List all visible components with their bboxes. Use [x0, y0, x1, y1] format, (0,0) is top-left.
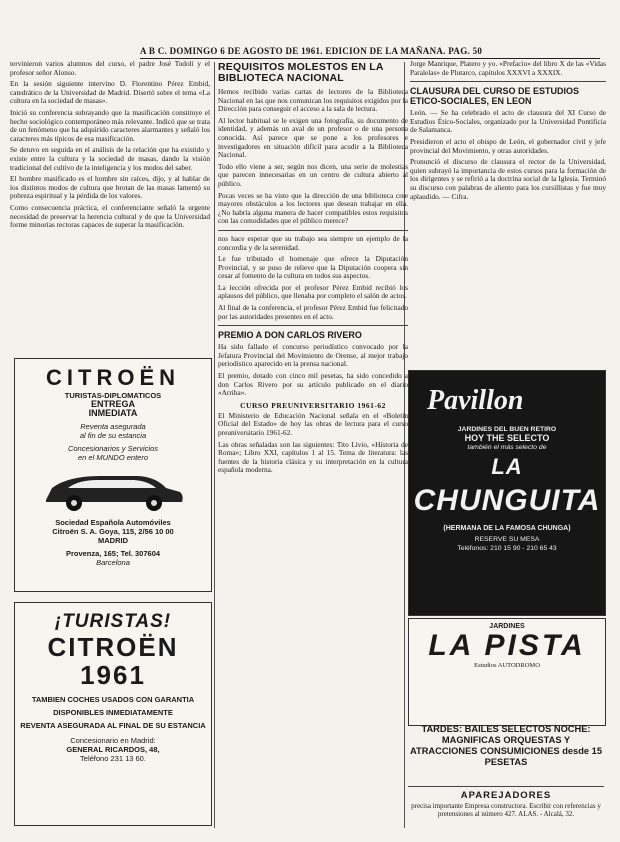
- article-paragraph: Se detuvo en seguida en el análisis de la relación que ha existido y existe entre la cultura y la sociedad de masas, dando la visión tradicional del cultivo de la inteligencia y los modos del saber.: [10, 145, 210, 172]
- header-rule: [140, 58, 600, 59]
- section-separator: [410, 81, 606, 82]
- aparejadores-classified: [408, 786, 604, 837]
- article-paragraph: Las obras señaladas son las siguientes: Tito Livio, «Historia de Roma»; Libro XXI, capítulos 1 al 15. Tema de literatura: las fuentes de la historia clásica y su interpretación en la cultura española moderna.: [218, 439, 408, 475]
- article-paragraph: Presidieron el acto el obispo de León, el gobernador civil y jefe provincial del Movimiento, y otras autoridades.: [410, 136, 606, 155]
- ad-line: ENTREGA: [90, 399, 135, 409]
- ad-line: GENERAL RICARDOS, 48,: [66, 745, 160, 754]
- ad-line: JARDINES DEL BUEN RETIRO: [457, 426, 557, 433]
- citroen-advertisement: [14, 358, 212, 592]
- article-paragraph: Jorge Manrique, Platero y yo. «Prefacio» del libro X de las «Vidas Paralelas» de Plutarco, capítulos XXXVI a XXXIX.: [410, 60, 606, 77]
- pavillon-logo: Pavillon: [427, 385, 524, 416]
- column-3: [410, 60, 606, 366]
- ad-line: MADRID: [98, 536, 128, 545]
- ad-line: Estudios AUTODROMO: [474, 662, 540, 669]
- ad-line: también el más selecto de: [467, 444, 547, 451]
- ad-line: Sociedad Española Automóviles: [55, 518, 171, 527]
- article-paragraph: tervinieron varios alumnos del curso, el padre José Todolí y el profesor señor Alonso.: [10, 60, 210, 77]
- turistas-citroen-advertisement: [14, 602, 212, 826]
- article-paragraph: El premio, dotado con cinco mil pesetas, ha sido concedido a don Carlos Rivero por su artículo publicado en el diario «Arriba».: [218, 371, 408, 398]
- ad-line: Barcelona: [96, 558, 130, 567]
- article-paragraph: Inició su conferencia subrayando que la masificación constituye el hecho sociológico contemporáneo más relevante. Indicó que se trata de un fenómeno que ha adquirido caracteres alarmantes y señaló los caracteres más típicos de esa masificación.: [10, 107, 210, 143]
- classified-title: APAREJADORES: [460, 790, 552, 801]
- ad-line: HOY THE SELECTO: [464, 433, 550, 443]
- ad-line: Concesionario en Madrid:: [70, 736, 156, 745]
- ad-line: Citroën S. A. Goya, 115, 2/56 10 00: [52, 527, 174, 536]
- ad-line: JARDINES: [489, 623, 525, 630]
- article-paragraph: Ha sido fallado el concurso periodístico convocado por la Jefatura Provincial del Movimiento de Orense, al mejor trabajo periodístico aparecido en la prensa nacional.: [218, 342, 408, 369]
- article-paragraph: Al lector habitual se le exigen una fotografía, su documento de identidad, y además un aval de un profesor o de una persona conocida. Así parece que se pone a los profesores e investigadores en situación difícil para acudir a la Biblioteca Nacional.: [218, 115, 408, 160]
- section-separator: [218, 230, 408, 231]
- ad-line: en el MUNDO entero: [77, 453, 149, 462]
- article-paragraph: El Ministerio de Educación Nacional señala en el «Boletín Oficial del Estado» de hoy las obras de lectura para el curso preuniversitario 1961-62.: [218, 410, 408, 437]
- ad-headline: CHUNGUITA: [413, 484, 601, 517]
- article-paragraph: Como consecuencia práctica, el conferenciante señaló la urgente necesidad de preservar la herencia cultural y de que la Universidad forme minorías rectoras capaces de superar la masificación.: [10, 202, 210, 230]
- pavillon-advertisement: [408, 370, 606, 616]
- ad-line: TURISTAS-DIPLOMATICOS: [64, 391, 162, 400]
- ad-line: RESERVE SU MESA: [474, 536, 540, 543]
- la-pista-logo: LA PISTA: [428, 629, 586, 662]
- subheading-curso: CURSO PREUNIVERSITARIO 1961-62: [240, 400, 386, 410]
- ad-line: al fin de su estancia: [79, 431, 147, 440]
- ad-line: Teléfonos: 210 15 90 - 210 65 43: [457, 545, 557, 552]
- headline-premio: PREMIO A DON CARLOS RIVERO: [218, 330, 362, 341]
- article-paragraph: nos hace esperar que su trabajo sea siempre un ejemplo de la concordia y de la serenidad.: [218, 233, 408, 252]
- ad-line: Provenza, 165; Tel. 307604: [65, 549, 161, 558]
- ad-line: Concesionarios y Servicios: [67, 444, 159, 453]
- ad-line: (HERMANA DE LA FAMOSA CHUNGA): [443, 525, 571, 532]
- headline-biblioteca: REQUISITOS MOLESTOS EN LA BIBLIOTECA NACIONAL: [218, 61, 384, 84]
- ad-line: TAMBIEN COCHES USADOS CON GARANTIA: [31, 695, 195, 704]
- article-paragraph: La lección ofrecida por el profesor Pérez Embid recibió los aplausos del público, que llenaba por completo el salón de actos.: [218, 282, 408, 301]
- article-paragraph: Hemos recibido varias cartas de lectores de la Biblioteca Nacional en las que nos comunican los requisitos exigidos por la Dirección para conseguir el acceso a la sala de lectura.: [218, 87, 408, 114]
- article-paragraph: Al final de la conferencia, el profesor Pérez Embid fue felicitado por las autoridades presentes en el acto.: [218, 303, 408, 321]
- column-2: [218, 60, 408, 830]
- ad-line: Teléfono 231 13 60.: [80, 754, 146, 763]
- ad-line: Reventa asegurada: [80, 422, 146, 431]
- article-paragraph: Todo ello viene a ser, según nos dicen, una serie de molestias que parecen innecesarias en un centro de cultura abierto al público.: [218, 161, 408, 188]
- article-paragraph: Le fue tributado el homenaje que ofrece la Diputación Provincial, y se puso de relieve que la Diputación coopera sin cesar al fomento de la cultura en todos sus aspectos.: [218, 254, 408, 281]
- citroen-brand: CITROËN: [46, 365, 180, 390]
- article-paragraph: El hombre masificado es el hombre sin raíces, dijo, y al hablar de los distintos modos de cultura que brotan de las masas lamentó su pobreza espiritual y la pérdida de los valores.: [10, 174, 210, 201]
- article-paragraph: Pocas veces se ha visto que la dirección de una biblioteca cree mayores obstáculos a los lectores que desean trabajar en ella. ¿No habría alguna manera de hacer compatibles estos requisitos con las comodidades que el público merece?: [218, 190, 408, 226]
- article-paragraph: En la sesión siguiente intervino D. Florentino Pérez Embid, catedrático de la Universidad de Madrid. Disertó sobre el tema «La cultura en la sociedad de masas».: [10, 79, 210, 106]
- ad-text: TARDES: BAILES SELECTOS NOCHE: MAGNIFICAS ORQUESTAS Y ATRACCIONES CONSUMICIONES desde 15 PESETAS: [410, 724, 602, 767]
- section-separator: [218, 325, 408, 326]
- ad-headline: ¡TURISTAS!: [54, 611, 172, 632]
- ad-line: REVENTA ASEGURADA AL FINAL DE SU ESTANCIA: [20, 721, 206, 730]
- column-divider: [214, 62, 215, 828]
- page-header: A B C. DOMINGO 6 DE AGOSTO DE 1961. EDICION DE LA MAÑANA. PAG. 50: [140, 46, 483, 56]
- la-pista-advertisement: [408, 618, 606, 726]
- headline-clausura: CLAUSURA DEL CURSO DE ESTUDIOS ETICO-SOCIALES, EN LEON: [410, 86, 580, 107]
- article-paragraph: Pronunció el discurso de clausura el rector de la Universidad, quien subrayó la importancia de estos cursos para la formación de los dirigentes y se refirió a la doctrina social de la Iglesia. Terminó su discurso con palabras de aliento para los cursillistas y fue muy aplaudido. — Cifra.: [410, 157, 606, 201]
- car-illustration-icon: [38, 466, 188, 514]
- ad-headline: CITROËN 1961: [47, 632, 179, 690]
- classified-text: precisa importante Empresa constructora. Escribir con referencias y pretensiones al número 427. ALAS. - Alcalá, 32.: [411, 802, 601, 818]
- ad-line: INMEDIATA: [88, 408, 138, 418]
- article-paragraph: León. — Se ha celebrado el acto de clausura del XI Curso de Estudios Ético-Sociales, organizado por la Universidad Pontificia de Salamanca.: [410, 108, 606, 135]
- ad-headline: LA: [491, 454, 523, 479]
- tardes-noche-advertisement: [408, 724, 604, 784]
- ad-line: DISPONIBLES INMEDIATAMENTE: [53, 708, 173, 717]
